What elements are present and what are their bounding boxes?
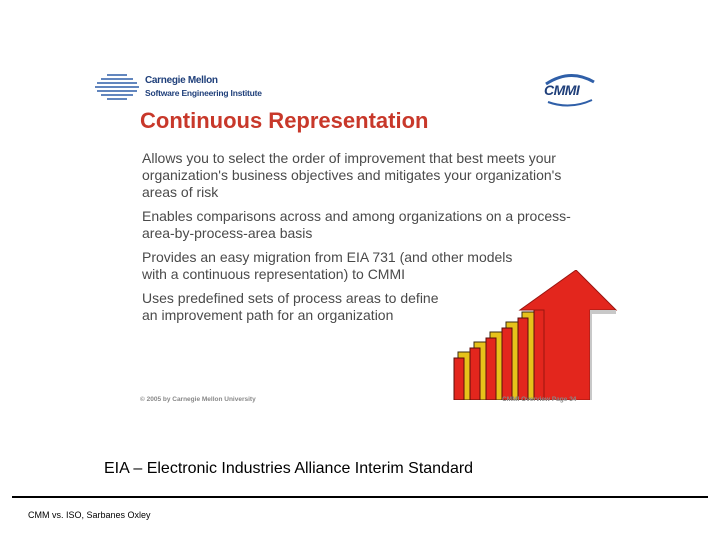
logo-line-1: Carnegie Mellon	[145, 75, 218, 86]
bullet-item: Enables comparisons across and among organizations on a process-area-by-process-area basis	[142, 208, 571, 241]
embedded-slide-image	[88, 64, 620, 414]
footer-text: CMM vs. ISO, Sarbanes Oxley	[28, 510, 151, 520]
logo-line-2: Software Engineering Institute	[145, 88, 262, 98]
bullet-item: Allows you to select the order of improvement that best meets your organization's business objectives and mitigates your organization's areas of risk	[142, 150, 562, 200]
slide-title: Continuous Representation	[140, 108, 429, 133]
sei-logo	[93, 72, 303, 102]
slide-copyright: © 2005 by Carnegie Mellon University	[140, 396, 256, 403]
rising-arrows-icon	[440, 270, 620, 400]
cmmi-logo	[540, 70, 600, 110]
bullet-item: Uses predefined sets of process areas to define an improvement path for an organization	[142, 290, 439, 323]
footer-divider	[12, 496, 708, 498]
bullet-item: Provides an easy migration from EIA 731 (and other models with a continuous representation) to CMMI	[142, 249, 513, 282]
caption: EIA – Electronic Industries Alliance Interim Standard	[104, 460, 474, 477]
sei-lines-icon	[93, 72, 141, 102]
cmmi-logo-text: CMMI	[544, 82, 580, 98]
slide-page-label: CMMI Overview Page 34	[502, 396, 577, 403]
